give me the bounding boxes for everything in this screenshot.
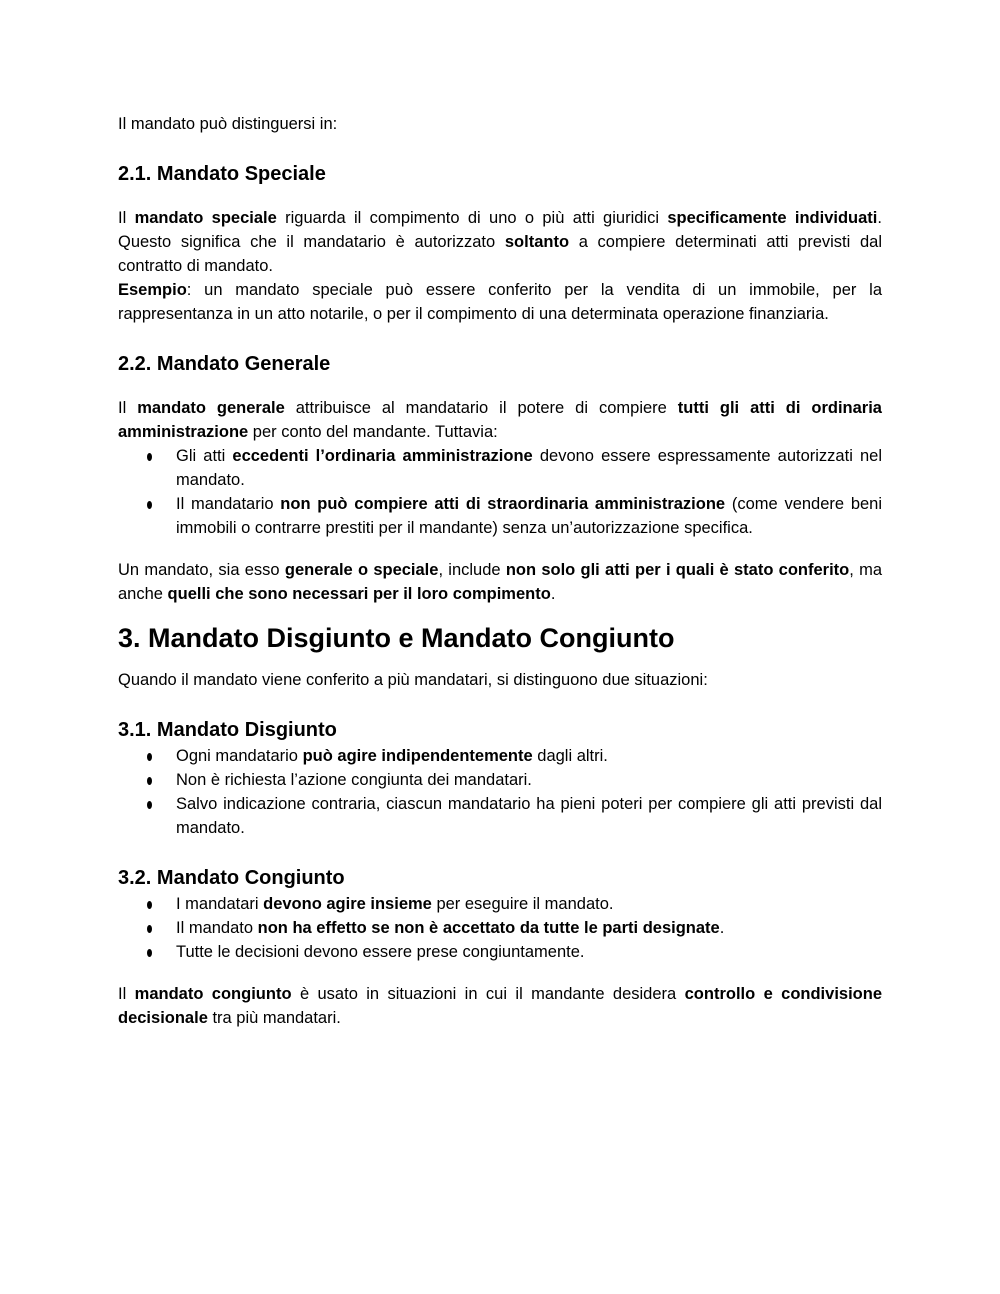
section-heading-3-2: 3.2. Mandato Congiunto xyxy=(118,867,345,889)
section-heading-2-2: 2.2. Mandato Generale xyxy=(118,353,331,375)
document-page xyxy=(118,112,882,1030)
bold-text: controllo e condivisione decisionale xyxy=(118,985,883,1027)
bold-text: non può compiere atti di straordinaria amministrazione xyxy=(280,495,726,513)
list-item: Non è richiesta l’azione congiunta dei mandatari. xyxy=(118,768,882,792)
bold-text: tutti gli atti di ordinaria amministrazione xyxy=(118,399,882,441)
list-item: Gli atti eccedenti l’ordinaria amministrazione devono essere espressamente autorizzati nel mandato. xyxy=(118,444,882,492)
list-item: Ogni mandatario può agire indipendentemente dagli altri. xyxy=(118,744,882,768)
list-item: I mandatari devono agire insieme per eseguire il mandato. xyxy=(118,892,882,916)
bullet-icon xyxy=(147,801,152,809)
paragraph-mandato-speciale: Il mandato speciale riguarda il compimento di uno o più atti giuridici specificamente individuati. Questo significa che il mandatario è autorizzato soltanto a compiere determinati atti previsti dal contratto di mandato. xyxy=(118,209,882,275)
list-item: Il mandato non ha effetto se non è accettato da tutte le parti designate. xyxy=(118,916,882,940)
bold-text: mandato speciale xyxy=(134,209,277,227)
paragraph-esempio: Esempio: un mandato speciale può essere conferito per la vendita di un immobile, per la rappresentanza in un atto notarile, o per il compimento di una determinata operazione finanziaria. xyxy=(118,281,882,323)
bold-text: non solo gli atti per i quali è stato conferito xyxy=(505,561,850,579)
bullet-list-mandato-disgiunto xyxy=(118,744,882,840)
bullet-icon xyxy=(147,453,152,461)
bullet-icon xyxy=(147,949,152,957)
bullet-list-mandato-congiunto xyxy=(118,892,882,964)
section-heading-3: 3. Mandato Disgiunto e Mandato Congiunto xyxy=(118,623,675,653)
bullet-icon xyxy=(147,501,152,509)
bold-text: eccedenti l’ordinaria amministrazione xyxy=(232,447,533,465)
paragraph-mandato-congiunto: Il mandato congiunto è usato in situazioni in cui il mandante desidera controllo e condivisione decisionale tra più mandatari. xyxy=(118,985,883,1027)
bold-text: Esempio xyxy=(118,281,187,299)
section-heading-2-1: 2.1. Mandato Speciale xyxy=(118,163,326,185)
bold-text: generale o speciale xyxy=(284,561,439,579)
bold-text: mandato generale xyxy=(137,399,285,417)
list-item: Tutte le decisioni devono essere prese congiuntamente. xyxy=(118,940,882,964)
bold-text: può agire indipendentemente xyxy=(302,747,533,765)
bold-text: soltanto xyxy=(504,233,570,251)
intro-paragraph: Il mandato può distinguersi in: xyxy=(118,115,338,133)
list-item: Il mandatario non può compiere atti di straordinaria amministrazione (come vendere beni immobili o contrarre prestiti per il mandante) senza un’autorizzazione specifica. xyxy=(118,492,882,540)
section-heading-3-1: 3.1. Mandato Disgiunto xyxy=(118,719,337,741)
paragraph-mandato-conclusione: Un mandato, sia esso generale o speciale, include non solo gli atti per i quali è stato conferito, ma anche quelli che sono necessari per il loro compimento. xyxy=(118,561,883,603)
list-item: Salvo indicazione contraria, ciascun mandatario ha pieni poteri per compiere gli atti previsti dal mandato. xyxy=(118,792,882,840)
bullet-icon xyxy=(147,753,152,761)
bullet-icon xyxy=(147,901,152,909)
bold-text: specificamente individuati xyxy=(667,209,878,227)
bullet-icon xyxy=(147,777,152,785)
bold-text: quelli che sono necessari per il loro compimento xyxy=(167,585,551,603)
bullet-icon xyxy=(147,925,152,933)
bold-text: mandato congiunto xyxy=(134,985,292,1003)
bullet-list-mandato-generale xyxy=(118,444,882,540)
bold-text: devono agire insieme xyxy=(263,895,432,913)
bold-text: non ha effetto se non è accettato da tutte le parti designate xyxy=(257,919,720,937)
paragraph-section-3-intro: Quando il mandato viene conferito a più mandatari, si distinguono due situazioni: xyxy=(118,671,708,689)
paragraph-mandato-generale: Il mandato generale attribuisce al mandatario il potere di compiere tutti gli atti di ordinaria amministrazione per conto del mandante. Tuttavia: xyxy=(118,399,882,441)
